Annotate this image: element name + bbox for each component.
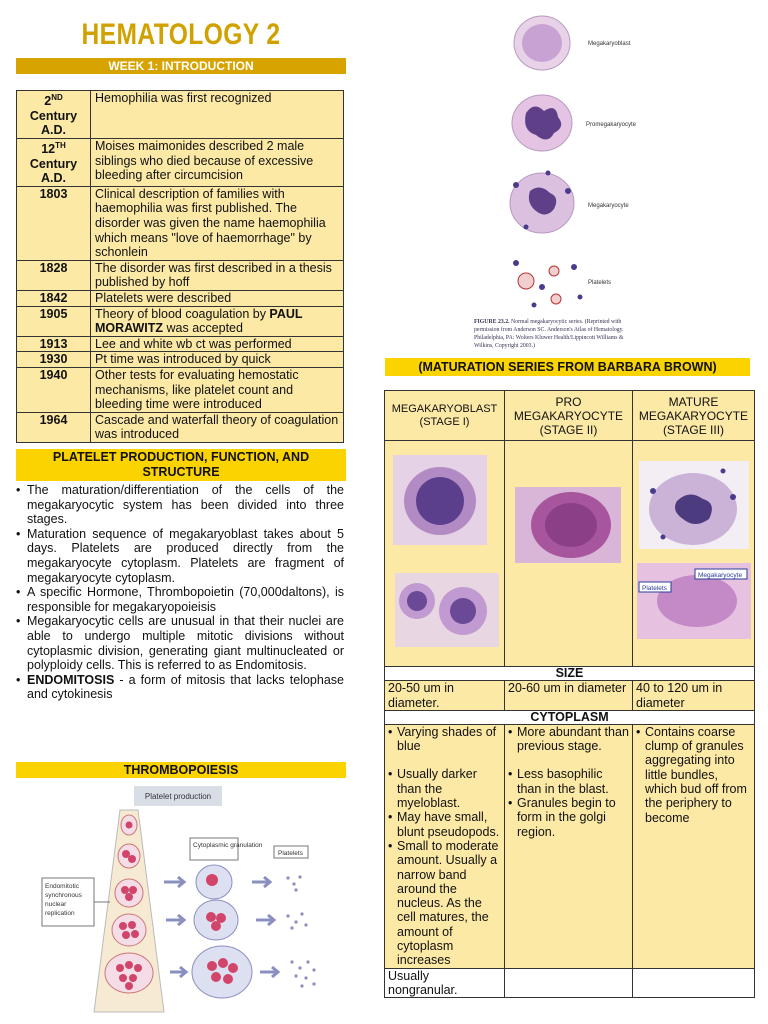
year-cell: 1964 [17, 412, 91, 442]
event-cell: Clinical description of families with haemophilia was first published. The disorder was given the name haemophilia which means "love of haemorrhage" by schonlein [91, 186, 344, 260]
list-item: • Megakaryocytic cells are unusual in that their nuclei are able to undergo multiple mitotic divisions without cytoplasmic division, generating giant multinucleated or polyploidy cells. This is referred to as Endomitosis. [16, 614, 344, 672]
list-item: • Varying shades of blue [388, 725, 501, 754]
stage-2-image [505, 441, 633, 667]
year-cell: 1828 [17, 260, 91, 290]
figure-caption-line-4: Wilkins, Copyright 2003.) [474, 343, 535, 349]
stage-3-images [633, 441, 755, 667]
granule-3e [223, 974, 233, 984]
platelet-section-header: PLATELET PRODUCTION, FUNCTION, AND STRUCTURE [16, 449, 346, 481]
table-row [17, 412, 344, 442]
event-cell: Theory of blood coagulation by PAUL MORAWITZ was accepted [91, 306, 344, 336]
mature-megakaryocyte-micrograph [633, 441, 755, 663]
table-row [385, 968, 755, 998]
megakaryoblast-micrograph [385, 441, 505, 663]
nucleus-5c [134, 964, 142, 972]
year-cell: 1913 [17, 336, 91, 352]
table-row [17, 260, 344, 290]
year-cell: 1803 [17, 186, 91, 260]
cytoplasm-band: CYTOPLASM [385, 710, 755, 724]
cytoplasm-cell [505, 724, 633, 968]
nucleus-1 [126, 822, 133, 829]
table-row [17, 138, 344, 186]
event-cell: Platelets were described [91, 291, 344, 307]
replication-label: replication [45, 910, 75, 917]
cytoplasm-list-1 [388, 725, 501, 968]
synchronous-label: synchronous [45, 892, 82, 899]
maturation-table [384, 390, 755, 998]
nucleus-4b [128, 921, 136, 929]
table-row [17, 291, 344, 307]
table-row [385, 391, 755, 441]
arrow-6 [260, 967, 278, 977]
micrograph-nucleus-4 [545, 503, 597, 547]
list-item: • A specific Hormone, Thrombopoietin (70,000daltons), is responsible for megakaryopoieisis [16, 585, 344, 614]
megakaryocyte-label: Megakaryocyte [588, 203, 629, 209]
list-item: • Small to moderate amount. Usually a narrow band around the nucleus. As the cell matures, the amount of cytoplasm increases [388, 839, 501, 968]
granule-3b [218, 958, 228, 968]
cytoplasm-cell [385, 724, 505, 968]
maturation-series-header: (MATURATION SERIES FROM BARBARA BROWN) [385, 358, 750, 376]
table-row [17, 306, 344, 336]
micrograph-nucleus-3 [450, 598, 476, 624]
table-row [17, 186, 344, 260]
year-cell: 12TH Century A.D. [17, 138, 91, 186]
cytoplasm-cell [633, 724, 755, 968]
arrow-5 [256, 915, 274, 925]
size-cell: 20-60 um in diameter [505, 681, 633, 711]
platelets-image-label: Platelets [642, 585, 667, 592]
granulating-cell-2 [194, 900, 238, 940]
nucleus-4a [119, 922, 127, 930]
megakaryoblast-nucleus [522, 24, 562, 62]
table-row [17, 91, 344, 139]
nucleus-3c [125, 893, 133, 901]
event-cell: Moises maimonides described 2 male siblings who died because of excessive bleeding after circumcision [91, 138, 344, 186]
event-cell: Cascade and waterfall theory of coagulation was introduced [91, 412, 344, 442]
page-title: HEMATOLOGY 2 [81, 18, 281, 51]
table-row [17, 336, 344, 352]
nucleus-4d [131, 930, 139, 938]
figure-caption-line-3: Philadelphia, PA: Wolters Kluwer Health/Lippincott Williams & [474, 335, 624, 341]
nucleus-3a [121, 886, 129, 894]
list-item: • ENDOMITOSIS - a form of mitosis that lacks telophase and cytokinesis [16, 673, 344, 702]
year-cell: 1930 [17, 352, 91, 368]
event-cell: The disorder was first described in a thesis published by hoff [91, 260, 344, 290]
platelet-production-diagram [16, 780, 346, 1016]
nucleus-3b [129, 886, 137, 894]
platelets-image [513, 260, 583, 308]
list-item: • More abundant than previous stage. [508, 725, 629, 754]
event-cell: Hemophilia was first recognized [91, 91, 344, 139]
nucleus-5d [119, 974, 127, 982]
cytoplasm-list-3 [636, 725, 751, 825]
platelets-label: Platelets [278, 850, 303, 857]
table-row [385, 441, 755, 667]
arrow-2 [166, 915, 184, 925]
stage-1-images [385, 441, 505, 667]
nucleus-2b [128, 855, 136, 863]
granule-cluster-1 [206, 874, 218, 886]
event-cell: Pt time was introduced by quick [91, 352, 344, 368]
year-cell: 2ND Century A.D. [17, 91, 91, 139]
granulating-cell-3 [192, 946, 252, 998]
granule-cell: Usually nongranular. [385, 968, 505, 998]
micrograph-nucleus-1 [416, 477, 464, 525]
list-item: • Contains coarse clump of granules aggregating into little bundles, which bud off from the periphery to become [636, 725, 751, 825]
nuclear-label: nuclear [45, 901, 67, 908]
platelet-dots [286, 875, 315, 987]
table-row [17, 352, 344, 368]
table-row [385, 681, 755, 711]
cytoplasm-list-2 [508, 725, 629, 839]
list-item: • The maturation/differentiation of the cells of the megakaryocytic system has been divided into three stages. [16, 483, 344, 527]
granule-3d [211, 972, 221, 982]
arrow-3 [170, 967, 186, 977]
list-item: • Usually darker than the myeloblast. [388, 767, 501, 810]
nucleus-5f [125, 982, 133, 990]
nucleus-5b [125, 961, 133, 969]
size-cell: 20-50 um in diameter. [385, 681, 505, 711]
granule-3a [207, 961, 217, 971]
table-row [385, 667, 755, 681]
cell-4 [112, 914, 146, 946]
event-cell: Lee and white wb ct was performed [91, 336, 344, 352]
thrombopoiesis-header: THROMBOPOIESIS [16, 762, 346, 778]
size-cell: 40 to 120 um in diameter [633, 681, 755, 711]
stage-header: MATURE MEGAKARYOCYTE (STAGE III) [633, 391, 755, 441]
week-banner: WEEK 1: INTRODUCTION [16, 58, 346, 74]
list-item: • May have small, blunt pseudopods. [388, 810, 501, 839]
diagram-title: Platelet production [144, 792, 212, 801]
table-row [17, 368, 344, 413]
granule-3c [228, 963, 238, 973]
arrow-1 [164, 877, 184, 887]
promegakaryocyte-micrograph [505, 441, 633, 663]
figure-caption-line-2: permission from Anderson SC. Anderson's Atlas of Hematology. [474, 327, 624, 333]
nucleus-5a [116, 964, 124, 972]
year-cell: 1905 [17, 306, 91, 336]
year-cell: 1842 [17, 291, 91, 307]
megakaryocyte-image-label: Megakaryocyte [698, 572, 743, 579]
granule-2a [206, 912, 216, 922]
history-table [16, 90, 344, 443]
megakaryoblast-label: Megakaryoblast [588, 41, 631, 47]
table-row [385, 710, 755, 724]
endomitotic-label: Endomitotic [45, 883, 79, 890]
nucleus-5e [129, 974, 137, 982]
arrow-4 [252, 877, 270, 887]
event-cell: Other tests for evaluating hemostatic mechanisms, like platelet count and bleeding time were introduced [91, 368, 344, 413]
granule-cell [633, 968, 755, 998]
megakaryocytic-series-figure [470, 5, 680, 355]
table-row [385, 724, 755, 968]
size-band: SIZE [385, 667, 755, 681]
platelet-bullet-list [16, 483, 344, 702]
promegakaryocyte-label: Promegakaryocyte [586, 122, 637, 128]
micrograph-nucleus-2 [407, 591, 427, 611]
list-item: • Granules begin to form in the golgi region. [508, 796, 629, 839]
granule-2c [211, 921, 221, 931]
list-item: • Less basophilic than in the blast. [508, 767, 629, 796]
year-cell: 1940 [17, 368, 91, 413]
figure-caption-line-1: FIGURE 23.2. Normal megakaryocytic series. (Reprinted with [474, 319, 622, 325]
stage-header: PRO MEGAKARYOCYTE (STAGE II) [505, 391, 633, 441]
stage-header: MEGAKARYOBLAST (STAGE I) [385, 391, 505, 441]
platelets-micro-label: Platelets [588, 280, 612, 286]
granule-cell [505, 968, 633, 998]
cytoplasmic-granulation-label: Cytoplasmic granulation [193, 842, 263, 849]
list-item: • Maturation sequence of megakaryoblast takes about 5 days. Platelets are produced directly from the megakaryocyte cytoplasm. Platelets are fragment of megakaryocyte cytoplasm. [16, 527, 344, 585]
nucleus-4c [122, 931, 130, 939]
